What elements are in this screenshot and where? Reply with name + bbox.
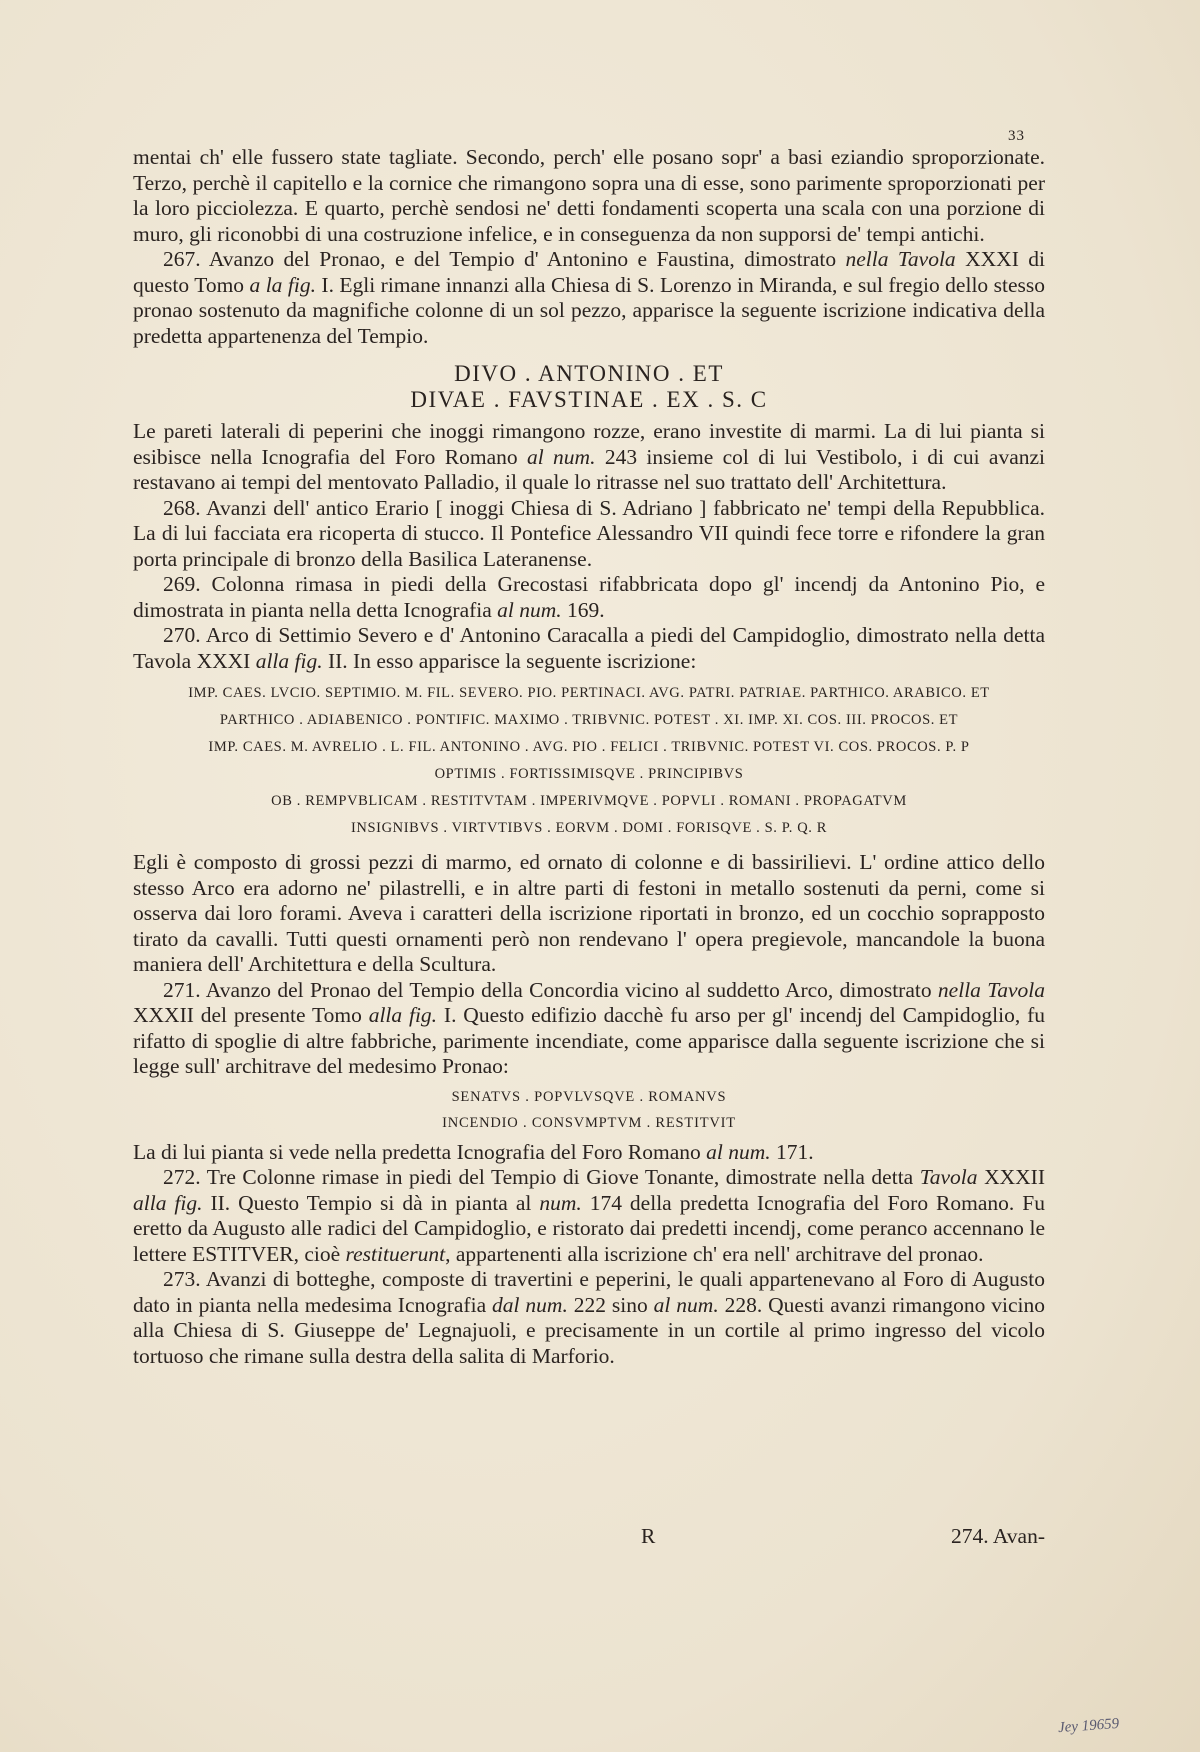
- paragraph: [133, 496, 1045, 573]
- section-268-270: [133, 419, 1045, 674]
- page-footer: [133, 1524, 1045, 1554]
- italic-text: alla fig.: [255, 648, 323, 673]
- paragraph: [133, 1165, 1045, 1267]
- concordia-inscription: [133, 1084, 1045, 1136]
- italic-text: num.: [539, 1190, 582, 1215]
- section-272-273: [133, 1140, 1045, 1370]
- inscription-line: SENATVS . POPVLVSQVE . ROMANVS: [451, 1088, 727, 1105]
- paragraph: [133, 623, 1045, 674]
- paragraph: [133, 1140, 1045, 1166]
- text-run: 243 insieme col di lui Vestibolo, i di cui avanzi restavano ai tempi del mentovato Palladio, il quale lo ritrasse nel suo trattato dell' Architettura.: [133, 444, 1045, 494]
- italic-text: dal num.: [492, 1292, 568, 1317]
- paragraph: [133, 850, 1045, 978]
- inscription-line: IMP. CAES. M. AVRELIO . L. FIL. ANTONINO . AVG. PIO . FELICI . TRIBVNIC. POTEST VI. COS. PROCOS. P. P: [208, 739, 970, 755]
- text-run: 268. Avanzi dell' antico Erario [ inoggi Chiesa di S. Adriano ] fabbricato ne' tempi della Repubblica. La di lui facciata era ricoperta di stucco. Il Pontefice Alessandro VII quindi fece torre e rifondere la gran porta principale di bronzo della Basilica Lateranense.: [133, 495, 1045, 571]
- inscription-line: PARTHICO . ADIABENICO . PONTIFIC. MAXIMO . TRIBVNIC. POTEST . XI. IMP. XI. COS. III. PROCOS. ET: [219, 712, 959, 728]
- heading-line: DIVAE . FAVSTINAE . EX . S. C: [410, 387, 768, 412]
- italic-text: a la fig.: [249, 272, 316, 297]
- italic-text: alla fig.: [133, 1190, 203, 1215]
- italic-text: alla fig.: [368, 1003, 438, 1027]
- inscription-heading: [133, 361, 1045, 413]
- paragraph: [133, 419, 1045, 496]
- text-run: II. Questo Tempio si dà in pianta al: [202, 1190, 540, 1215]
- text-body: [133, 145, 1045, 1369]
- text-run: 270. Arco di Settimio Severo e d' Antonino Caracalla a piedi del Campidoglio, dimostrato nella detta Tavola XXXI: [133, 623, 1045, 673]
- paragraph: [133, 145, 1045, 247]
- text-run: 273. Avanzi di botteghe, composte di travertini e peperini, le quali appartenevano al Foro di Augusto dato in pianta nella medesima Icnografia: [133, 1267, 1045, 1317]
- italic-text: nella Tavola: [937, 977, 1045, 1002]
- text-run: XXXII del presente Tomo: [133, 1003, 369, 1027]
- text-run: 271. Avanzo del Pronao del Tempio della Concordia vicino al suddetto Arco, dimostrato: [163, 977, 938, 1002]
- text-run: Le pareti laterali di peperini che inoggi rimangono rozze, erano investite di marmi. La di lui pianta si esibisce nella Icnografia del Foro Romano: [133, 419, 1045, 469]
- italic-text: al num.: [497, 597, 562, 622]
- heading-line: DIVO . ANTONINO . ET: [454, 361, 724, 386]
- text-run: I. Egli rimane innanzi alla Chiesa di S. Lorenzo in Miranda, e sul fregio dello stesso pronao sostenuto da magnifiche colonne di un sol pezzo, apparisce la seguente iscrizione indicativa della predetta appartenenza del Tempio.: [133, 272, 1045, 348]
- section-271: [133, 850, 1045, 1080]
- text-run: II. In esso apparisce la seguente iscrizione:: [322, 648, 697, 673]
- text-run: 269. Colonna rimasa in piedi della Grecostasi rifabbricata dopo gl' incendj da Antonino Pio, e dimostrata in pianta nella detta Icnografia: [133, 572, 1045, 622]
- text-run: 267. Avanzo del Pronao, e del Tempio d' Antonino e Faustina, dimostrato: [163, 247, 846, 271]
- italic-text: nella Tavola: [845, 247, 956, 271]
- catchword: 274. Avan-: [951, 1524, 1045, 1548]
- inscription-line: IMP. CAES. LVCIO. SEPTIMIO. M. FIL. SEVERO. PIO. PERTINACI. AVG. PATRI. PATRIAE. PARTHICO. ARABICO. ET: [188, 685, 990, 701]
- text-run: 228. Questi avanzi rimangono vicino alla Chiesa di S. Giuseppe de' Legnajuoli, e precisamente in un cortile al primo ingresso del vicolo tortuoso che rimane sulla destra della salita di Marforio.: [133, 1292, 1046, 1368]
- italic-text: al num.: [526, 444, 596, 469]
- text-run: , appartenenti alla iscrizione ch' era nell' architrave del pronao.: [445, 1241, 984, 1266]
- section-intro: [133, 145, 1045, 349]
- text-run: Egli è composto di grossi pezzi di marmo, ed ornato di colonne e di bassirilievi. L' ordine attico dello stesso Arco era adorno ne' pilastrelli, e in altre parti di festoni in metallo sostenuti da perni, come si osserva dai loro forami. Aveva i caratteri della iscrizione riportati in bronzo, ed un cocchio soprapposto tirato da cavalli. Tutti questi ornamenti però non rendevano l' opera pregievole, mancandole la buona maniera dell' Architettura e della Scultura.: [133, 850, 1045, 976]
- page-number: 33: [1008, 128, 1025, 144]
- text-run: XXXI di questo Tomo: [133, 247, 1045, 297]
- text-run: La di lui pianta si vede nella predetta Icnografia del Foro Romano: [133, 1139, 707, 1164]
- paragraph: [133, 978, 1045, 1080]
- paragraph: [133, 247, 1045, 349]
- inscription-line: INSIGNIBVS . VIRTVTIBVS . EORVM . DOMI . FORISQVE . S. P. Q. R: [351, 820, 827, 836]
- library-stamp: Jey 19659: [1057, 1715, 1120, 1737]
- italic-text: al num.: [706, 1139, 771, 1164]
- italic-text: restituerunt: [345, 1241, 446, 1266]
- paragraph: [133, 1267, 1045, 1369]
- text-run: 272. Tre Colonne rimase in piedi del Tempio di Giove Tonante, dimostrate nella detta: [163, 1165, 920, 1189]
- signature-mark: R: [641, 1524, 656, 1548]
- text-run: 171.: [770, 1139, 814, 1164]
- text-run: 174 della predetta Icnografia del Foro Romano. Fu eretto da Augusto alle radici del Campidoglio, e ristorato dai predetti incendj, come peranco accennano le lettere ESTITVER, cioè: [133, 1190, 1045, 1266]
- text-run: 222 sino: [567, 1292, 654, 1317]
- italic-text: Tavola: [919, 1165, 978, 1189]
- paragraph: [133, 572, 1045, 623]
- arch-inscription: [133, 680, 1045, 842]
- text-run: I. Questo edifizio dacchè fu arso per gl' incendj del Campidoglio, fu rifatto di spoglie di altre fabbriche, parimente incendiate, come apparisce dalla seguente iscrizione che si legge sull' architrave del medesimo Pronao:: [133, 1003, 1045, 1078]
- italic-text: al num.: [653, 1292, 719, 1317]
- inscription-line: OPTIMIS . FORTISSIMISQVE . PRINCIPIBVS: [434, 766, 744, 782]
- text-run: XXXII: [977, 1165, 1045, 1189]
- inscription-line: INCENDIO . CONSVMPTVM . RESTITVIT: [442, 1114, 736, 1131]
- text-run: mentai ch' elle fussero state tagliate. Secondo, perch' elle posano sopr' a basi eziandio sproporzionate. Terzo, perchè il capitello e la cornice che rimangono sopra una di esse, sono parimente sproporzionati per la loro picciolezza. E quarto, perchè sendosi ne' detti fondamenti scoperta una scala con una porzione di muro, gli riconobbi di una costruzione infelice, e in conseguenza da non supporsi de' tempi antichi.: [133, 145, 1045, 246]
- inscription-line: OB . REMPVBLICAM . RESTITVTAM . IMPERIVMQVE . POPVLI . ROMANI . PROPAGATVM: [271, 793, 907, 809]
- text-run: 169.: [561, 597, 605, 622]
